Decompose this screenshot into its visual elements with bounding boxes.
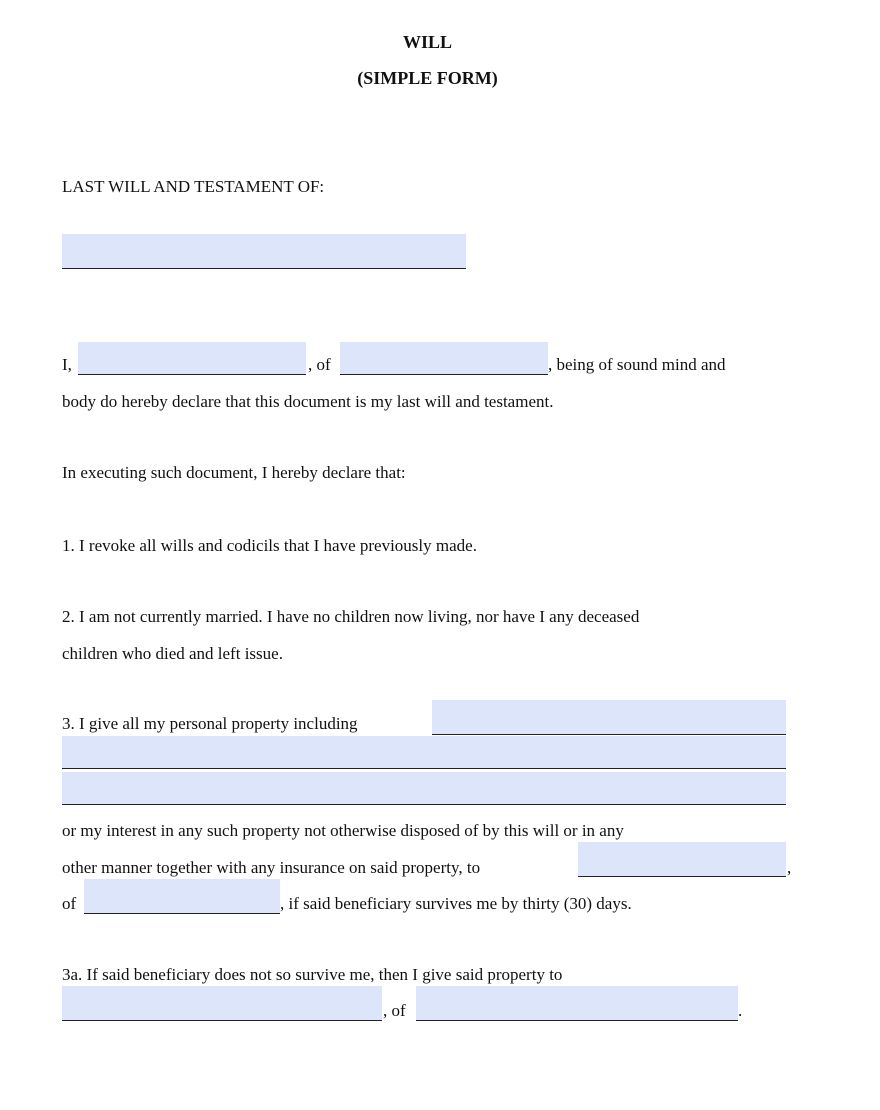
testator-name-field[interactable] bbox=[62, 234, 466, 268]
alternate-beneficiary-residence-underline bbox=[416, 1020, 738, 1021]
item-1-text: 1. I revoke all wills and codicils that I have previously made. bbox=[62, 536, 477, 555]
item-2-line-2: children who died and left issue. bbox=[62, 644, 283, 663]
declarant-residence-underline bbox=[340, 374, 548, 375]
beneficiary-comma: , bbox=[787, 858, 792, 877]
sound-mind-text: , being of sound mind and bbox=[548, 355, 726, 374]
beneficiary-residence-field[interactable] bbox=[84, 879, 280, 913]
document-title: WILL bbox=[402, 32, 453, 52]
beneficiary-name-underline bbox=[578, 876, 786, 877]
alternate-beneficiary-residence-field[interactable] bbox=[416, 986, 738, 1020]
property-description-underline-2 bbox=[62, 768, 786, 769]
property-description-underline-3 bbox=[62, 804, 786, 805]
property-description-field-3[interactable] bbox=[62, 772, 786, 804]
final-period: . bbox=[738, 1001, 743, 1020]
declarant-prefix: I, bbox=[62, 355, 72, 374]
item-3-line-1: 3. I give all my personal property including bbox=[62, 714, 358, 733]
declarant-of-text: , of bbox=[308, 355, 331, 374]
beneficiary-residence-underline bbox=[84, 913, 280, 914]
property-description-underline-1 bbox=[432, 734, 786, 735]
testament-heading: LAST WILL AND TESTAMENT OF: bbox=[62, 177, 325, 196]
declarant-name-underline bbox=[78, 374, 306, 375]
testator-name-underline bbox=[62, 268, 466, 269]
property-description-field-2[interactable] bbox=[62, 736, 786, 768]
item-3-line-4: or my interest in any such property not otherwise disposed of by this will or in any bbox=[62, 821, 624, 840]
beneficiary-name-field[interactable] bbox=[578, 842, 786, 876]
declaration-line: body do hereby declare that this document is my last will and testament. bbox=[62, 392, 554, 411]
alternate-beneficiary-name-field[interactable] bbox=[62, 986, 382, 1020]
beneficiary-of-text: of bbox=[62, 894, 77, 913]
alternate-of-text: , of bbox=[383, 1001, 406, 1020]
declarant-name-field[interactable] bbox=[78, 342, 306, 374]
item-3-line-5: other manner together with any insurance on said property, to bbox=[62, 858, 481, 877]
document-subtitle: (SIMPLE FORM) bbox=[357, 68, 498, 88]
declarant-residence-field[interactable] bbox=[340, 342, 548, 374]
survives-text: , if said beneficiary survives me by thirty (30) days. bbox=[280, 894, 632, 913]
alternate-beneficiary-name-underline bbox=[62, 1020, 382, 1021]
item-3a-line-1: 3a. If said beneficiary does not so survive me, then I give said property to bbox=[62, 965, 563, 984]
executing-text: In executing such document, I hereby declare that: bbox=[62, 463, 406, 482]
property-description-field-1[interactable] bbox=[432, 700, 786, 734]
item-2-line-1: 2. I am not currently married. I have no children now living, nor have I any deceased bbox=[62, 607, 640, 626]
